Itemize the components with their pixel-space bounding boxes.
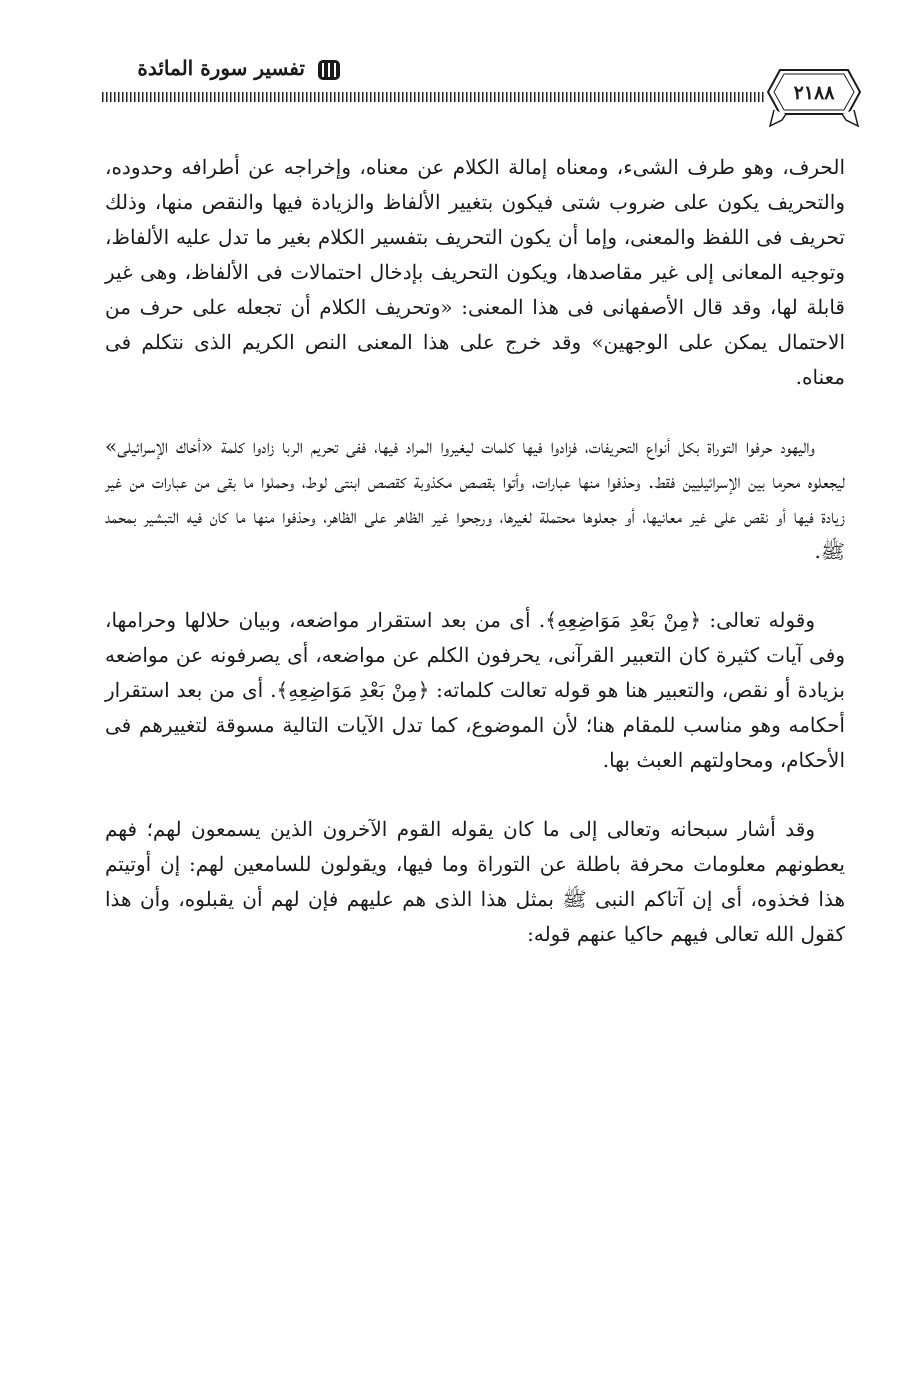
body-text xyxy=(105,150,845,986)
ornament-icon xyxy=(316,58,342,82)
header-rule xyxy=(102,92,766,102)
paragraph: الحرف، وهو طرف الشىء، ومعناه إمالة الكلام عن معناه، وإخراجه عن أطرافه وحدوده، والتحريف يكون على ضروب شتى فيكون بتغيير الألفاظ والزيادة فيها والنقص منها، وذلك تحريف فى اللفظ والمعنى، وإما أن يكون التحريف بتفسير الكلام بغير ما تدل عليه الألفاظ، وتوجيه المعانى إلى غير مقاصدها، ويكون التحريف بإدخال احتمالات فى الألفاظ، وهى غير قابلة لها، وقد قال الأصفهانى فى هذا المعنى: «وتحريف الكلام أن تجعله على حرف من الاحتمال يمكن على الوجهين» وقد خرج على هذا المعنى النص الكريم الذى نتكلم فى معناه. xyxy=(105,155,845,389)
page-number: ٢١٨٨ xyxy=(793,82,835,104)
paragraph: واليهود حرفوا التوراة بكل أنواع التحريفات، فزادوا فيها كلمات ليغيروا المراد فيها، ففى تحريم الربا زادوا كلمة «أخاك الإسرائيلى» ليجعلوه محرما بين الإسرائيليين فقط. وحذفوا منها عبارات، وأتوا بقصص مكذوبة كقصص ابنتى لوط، وحملوا ما بقى من عبارات من غير زيادة فيها أو نقص على غير معانيها، أو جعلوها محتملة لغيرها، ورجحوا غير الظاهر على الظاهر، وحذفوا منها ما كان فيه التبشير بمحمد ﷺ. xyxy=(105,434,845,563)
paragraph: وقد أشار سبحانه وتعالى إلى ما كان يقوله القوم الآخرون الذين يسمعون لهم؛ فهم يعطونهم معلومات محرفة باطلة عن التوراة وما فيها، ويقولون للسامعين لهم: إن أوتيتم هذا فخذوه، أى إن آتاكم النبى ﷺ بمثل هذا الذى هم عليهم فإن لهم أن يقبلوه، وأن هذا كقول الله تعالى فيهم حاكيا عنهم قوله: xyxy=(105,817,845,946)
running-title: تفسير سورة المائدة xyxy=(137,56,305,80)
paragraph: وقوله تعالى: ﴿مِنْ بَعْدِ مَوَاضِعِهِ﴾. أى من بعد استقرار مواضعه، وبيان حلالها وحرامها، وفى آيات كثيرة كان التعبير القرآنى، يحرفون الكلم عن مواضعه، أى يصرفونه عن مواضعه بزيادة أو نقص، والتعبير هنا هو قوله تعالت كلماته: ﴿مِنْ بَعْدِ مَوَاضِعِهِ﴾. أى من بعد استقرار أحكامه وهو مناسب للمقام هنا؛ لأن الموضوع، كما تدل الآيات التالية مسوقة لتغييرهم فى الأحكام، ومحاولتهم العبث بها. xyxy=(105,608,845,772)
page-header xyxy=(0,0,914,140)
